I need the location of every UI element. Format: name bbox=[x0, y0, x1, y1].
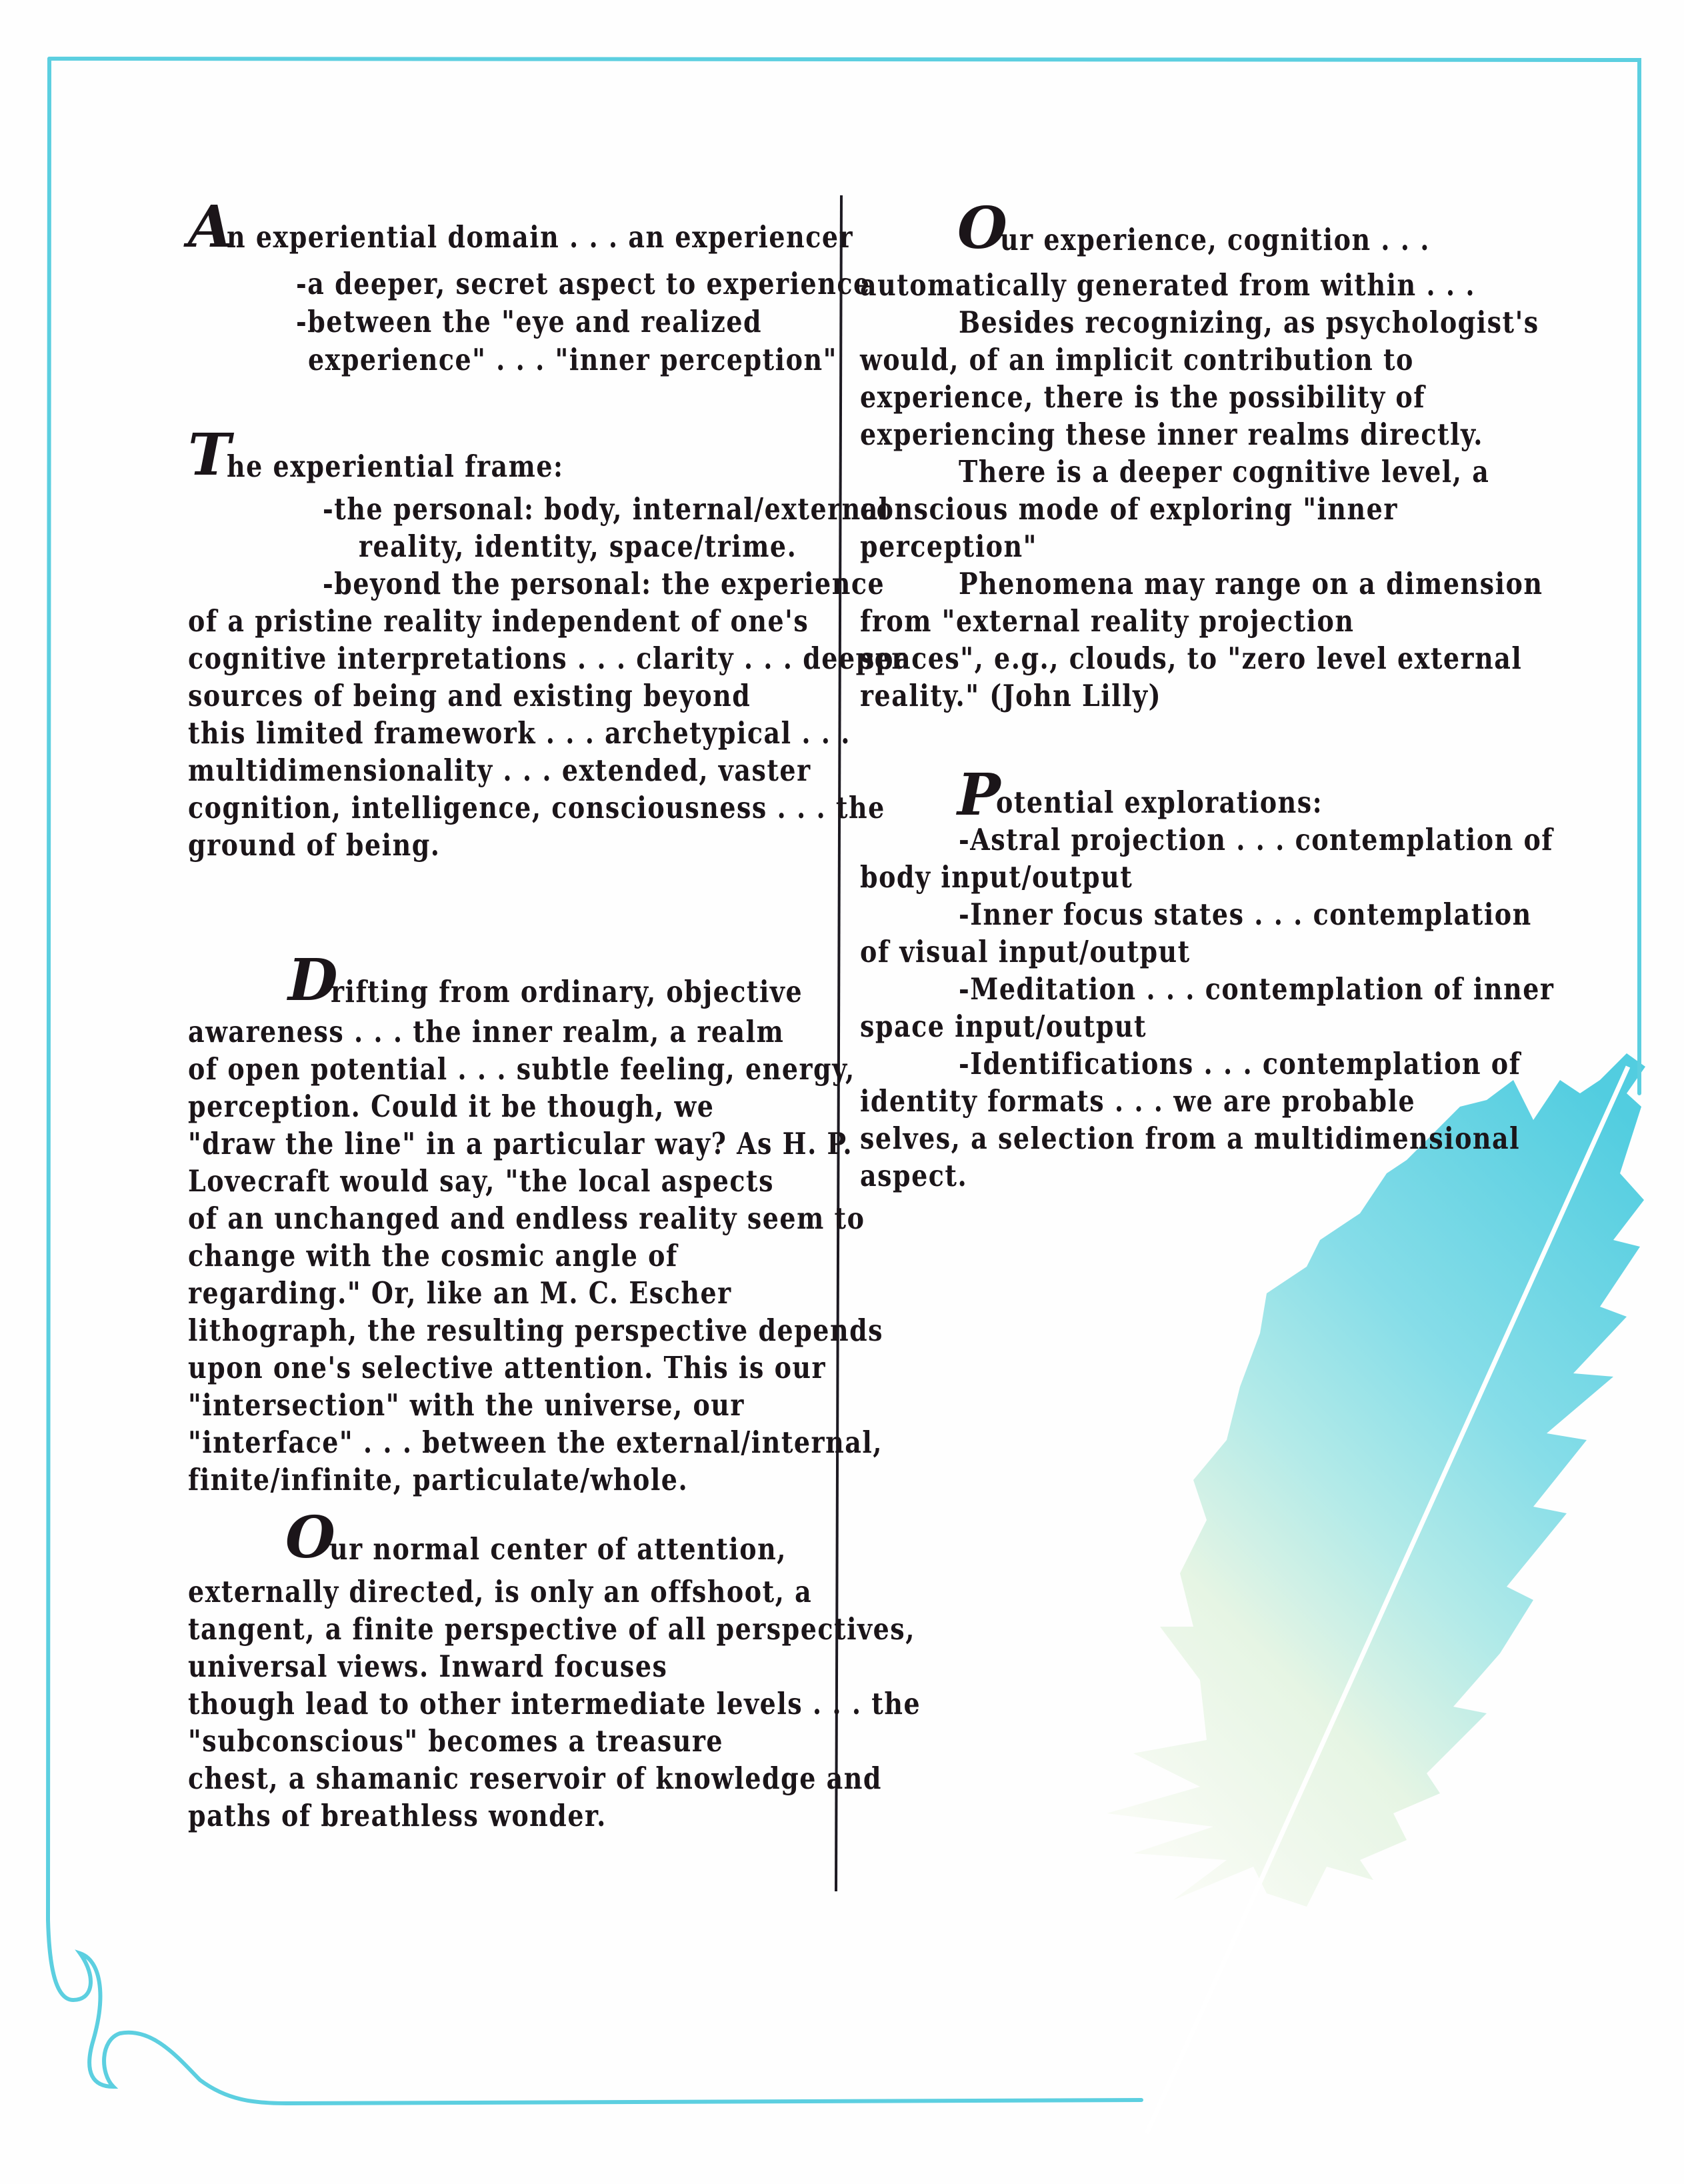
dropcap-letter: O bbox=[957, 195, 1007, 262]
section-heading: ur normal center of attention, bbox=[329, 1531, 787, 1567]
section-heading: ur experience, cognition . . . bbox=[1000, 221, 1430, 257]
text-line: -beyond the personal: the experience bbox=[323, 565, 885, 601]
text-line: experience, there is the possibility of bbox=[860, 379, 1426, 415]
text-line: spaces", e.g., clouds, to "zero level external bbox=[860, 640, 1523, 676]
text-line: chest, a shamanic reservoir of knowledge and bbox=[188, 1760, 882, 1796]
text-line: externally directed, is only an offshoot, a bbox=[188, 1573, 813, 1609]
text-line: perception" bbox=[860, 528, 1037, 564]
text-line: reality, identity, space/trime. bbox=[359, 528, 797, 564]
text-line: change with the cosmic angle of bbox=[188, 1237, 678, 1273]
section-heading: n experiential domain . . . an experiencer bbox=[227, 219, 854, 255]
text-line: aspect. bbox=[860, 1157, 968, 1193]
text-line: -Inner focus states . . . contemplation bbox=[959, 896, 1532, 932]
text-line: sources of being and existing beyond bbox=[188, 677, 751, 713]
text-line: -Astral projection . . . contemplation of bbox=[959, 821, 1554, 857]
section-heading: otential explorations: bbox=[996, 784, 1323, 820]
text-line: space input/output bbox=[860, 1008, 1147, 1044]
text-line: selves, a selection from a multidimensional bbox=[860, 1120, 1521, 1156]
text-line: cognitive interpretations . . . clarity . . . deeper bbox=[188, 640, 906, 676]
dropcap-letter: A bbox=[188, 193, 233, 261]
text-line: from "external reality projection bbox=[860, 603, 1355, 639]
text-line: "draw the line" in a particular way? As H. P. bbox=[188, 1125, 853, 1161]
text-line: this limited framework . . . archetypical . . . bbox=[188, 715, 851, 751]
text-line: would, of an implicit contribution to bbox=[860, 341, 1414, 377]
text-line: finite/infinite, particulate/whole. bbox=[188, 1461, 689, 1497]
dropcap-letter: T bbox=[188, 421, 231, 489]
text-line: Phenomena may range on a dimension bbox=[959, 565, 1543, 601]
section-heading: he experiential frame: bbox=[227, 448, 564, 484]
text-line: ground of being. bbox=[188, 827, 441, 863]
text-line: though lead to other intermediate levels . . . the bbox=[188, 1685, 921, 1721]
dropcap-letter: P bbox=[957, 761, 1001, 829]
text-line: -Meditation . . . contemplation of inner bbox=[959, 971, 1555, 1007]
text-line: reality." (John Lilly) bbox=[860, 677, 1162, 713]
text-line: -between the "eye and realized bbox=[296, 303, 763, 339]
dropcap-letter: O bbox=[285, 1504, 335, 1571]
text-line: tangent, a finite perspective of all perspectives, bbox=[188, 1611, 915, 1647]
text-line: universal views. Inward focuses bbox=[188, 1648, 668, 1684]
text-line: body input/output bbox=[860, 859, 1133, 895]
dropcap-letter: D bbox=[288, 947, 338, 1014]
text-line: experience" . . . "inner perception" bbox=[308, 341, 837, 377]
text-line: of an unchanged and endless reality seem to bbox=[188, 1200, 865, 1236]
text-line: upon one's selective attention. This is our bbox=[188, 1349, 827, 1385]
text-line: Lovecraft would say, "the local aspects bbox=[188, 1163, 775, 1199]
text-line: "interface" . . . between the external/internal, bbox=[188, 1424, 883, 1460]
text-line: awareness . . . the inner realm, a realm bbox=[188, 1013, 785, 1049]
text-line: lithograph, the resulting perspective depends bbox=[188, 1312, 884, 1348]
section-heading: rifting from ordinary, objective bbox=[331, 973, 803, 1009]
text-line: conscious mode of exploring "inner bbox=[860, 491, 1398, 527]
text-line: "subconscious" becomes a treasure bbox=[188, 1723, 724, 1759]
text-line: -Identifications . . . contemplation of bbox=[959, 1045, 1521, 1081]
text-line: Besides recognizing, as psychologist's bbox=[959, 304, 1539, 340]
text-line: of visual input/output bbox=[860, 933, 1191, 969]
text-line: experiencing these inner realms directly. bbox=[860, 416, 1483, 452]
text-line: regarding." Or, like an M. C. Escher bbox=[188, 1275, 732, 1311]
feather-illustration bbox=[1107, 1053, 1645, 2133]
text-line: There is a deeper cognitive level, a bbox=[959, 453, 1490, 489]
text-line: identity formats . . . we are probable bbox=[860, 1083, 1416, 1119]
text-line: "intersection" with the universe, our bbox=[188, 1387, 745, 1423]
text-line: paths of breathless wonder. bbox=[188, 1797, 607, 1833]
text-line: -the personal: body, internal/external bbox=[323, 491, 889, 527]
text-line: of a pristine reality independent of one's bbox=[188, 603, 809, 639]
text-line: perception. Could it be though, we bbox=[188, 1088, 715, 1124]
text-line: -a deeper, secret aspect to experience bbox=[296, 265, 871, 301]
text-line: multidimensionality . . . extended, vaster bbox=[188, 752, 811, 788]
text-line: cognition, intelligence, consciousness . . . the bbox=[188, 789, 885, 825]
text-line: automatically generated from within . . . bbox=[860, 267, 1476, 303]
text-line: of open potential . . . subtle feeling, energy, bbox=[188, 1051, 855, 1087]
